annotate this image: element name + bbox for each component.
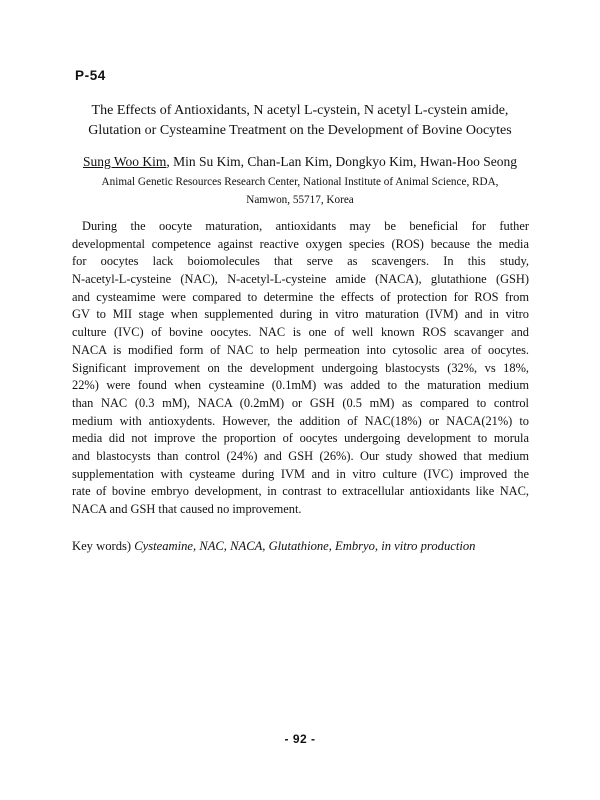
abstract-line: for oocytes lack boiomolecules that serve as scavengers. In this study, — [72, 254, 529, 269]
abstract-line: 22%) were found when cysteamine (0.1mM) was added to the maturation medium — [72, 378, 529, 393]
affiliation-line-2: Namwon, 55717, Korea — [246, 194, 354, 206]
abstract-line: and blastocysts than control (24%) and GSH (26%). Our study showed that medium — [72, 448, 529, 463]
poster-code: P-54 — [75, 68, 106, 83]
abstract-line: rate of bovine embryo development, in contrast to extracellular antioxidants like NAC, — [72, 484, 529, 499]
abstract-line: medium with antioxydents. However, the addition of NAC(18%) or NACA(21%) to — [72, 413, 529, 428]
abstract-line: culture (IVC) of bovine oocytes. NAC is one of well known ROS scavanger and — [72, 325, 529, 340]
paper-title — [60, 101, 540, 141]
keywords — [72, 539, 475, 554]
keywords-terms: Cysteamine, NAC, NACA, Glutathione, Embryo, in vitro production — [134, 539, 476, 553]
abstract-body — [72, 218, 529, 519]
abstract-line: Significant improvement on the development undergoing blastocysts (32%, vs 18%, — [72, 360, 529, 375]
abstract-line: developmental competence against reactive oxygen species (ROS) because the media — [72, 236, 529, 251]
page-number: - 92 - — [284, 732, 316, 746]
abstract-line: NACA and GSH that caused no improvement. — [72, 502, 302, 516]
lead-author: Sung Woo Kim — [82, 154, 167, 169]
title-line-1: The Effects of Antioxidants, N acetyl L-cystein, N acetyl L-cystein amide, — [91, 103, 509, 118]
affiliation — [60, 173, 540, 209]
abstract-line: and cysteamime were compared to determine the effects of protection for ROS from — [72, 289, 529, 304]
title-line-2: Glutation or Cysteamine Treatment on the Development of Bovine Oocytes — [88, 123, 512, 138]
abstract-line: During the oocyte maturation, antioxidants may be beneficial for futher — [82, 219, 529, 233]
abstract-line: NACA is modified form of NAC to help permeation into cytosolic area of oocytes. — [72, 342, 529, 357]
abstract-line: N-acetyl-L-cysteine (NAC), N-acetyl-L-cysteine amide (NACA), glutathione (GSH) — [72, 272, 529, 287]
abstract-line: media did not improve the proportion of oocytes undergoing development to morula — [72, 431, 529, 446]
abstract-line: than NAC (0.3 mM), NACA (0.2mM) or GSH (0.5 mM) as compared to control — [72, 395, 529, 410]
keywords-label: Key words) — [72, 539, 132, 553]
author-list — [60, 153, 540, 171]
co-authors: , Min Su Kim, Chan-Lan Kim, Dongkyo Kim, Hwan-Hoo Seong — [166, 154, 518, 169]
abstract-line: supplementation with cysteame during IVM and in vitro culture (IVC) improved the — [72, 466, 529, 481]
affiliation-line-1: Animal Genetic Resources Research Center, National Institute of Animal Science, RDA, — [101, 176, 499, 188]
abstract-line: GV to MII stage when supplemented during in vitro maturation (IVM) and in vitro — [72, 307, 529, 322]
